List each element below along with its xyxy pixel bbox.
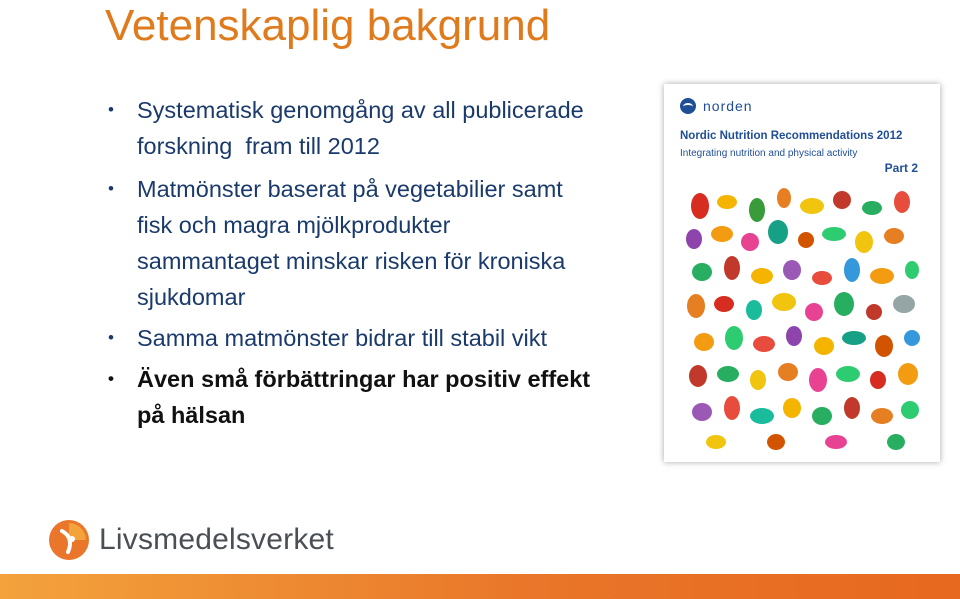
bullet-dot: • <box>108 100 114 119</box>
norden-swan-icon <box>680 98 696 114</box>
bullet-item <box>108 171 653 315</box>
bullet-text-line: på hälsan <box>137 402 246 428</box>
bullet-item <box>108 320 653 356</box>
bullet-text-line: forskning fram till 2012 <box>137 133 380 159</box>
bullet-dot: • <box>108 328 114 347</box>
collage-shapes <box>686 188 920 450</box>
bullet-text-line: Även små förbättringar har positiv effekt <box>137 366 591 392</box>
bullet-text-line: Samma matmönster bidrar till stabil vikt <box>137 325 548 351</box>
livsmedelsverket-logo-icon <box>48 519 90 561</box>
bullet-list <box>108 92 653 433</box>
cover-title: Nordic Nutrition Recommendations 2012 <box>680 130 903 142</box>
cover-part-label: Part 2 <box>884 161 918 175</box>
bullet-dot: • <box>108 369 114 388</box>
cover-subtitle: Integrating nutrition and physical activity <box>680 148 858 159</box>
report-cover-image <box>664 84 940 462</box>
slide-title: Vetenskaplig bakgrund <box>105 1 551 50</box>
bullet-item <box>108 92 653 164</box>
bullet-text-line: Systematisk genomgång av all publicerade <box>137 97 584 123</box>
bullet-dot: • <box>108 179 114 198</box>
brand-name: Livsmedelsverket <box>99 523 334 556</box>
bullet-text-line: fisk och magra mjölkprodukter <box>137 212 451 238</box>
bullet-item-bold <box>108 361 653 433</box>
publisher-name: norden <box>703 98 753 114</box>
bullet-text-line: Matmönster baserat på vegetabilier samt <box>137 176 563 202</box>
livsmedelsverket-logo <box>48 515 368 565</box>
bullet-text-line: sammantaget minskar risken för kroniska <box>137 248 566 274</box>
footer-accent-bar <box>0 574 960 599</box>
bullet-text-line: sjukdomar <box>137 284 246 310</box>
food-collage-illustration <box>682 184 927 452</box>
norden-logo <box>680 98 753 114</box>
